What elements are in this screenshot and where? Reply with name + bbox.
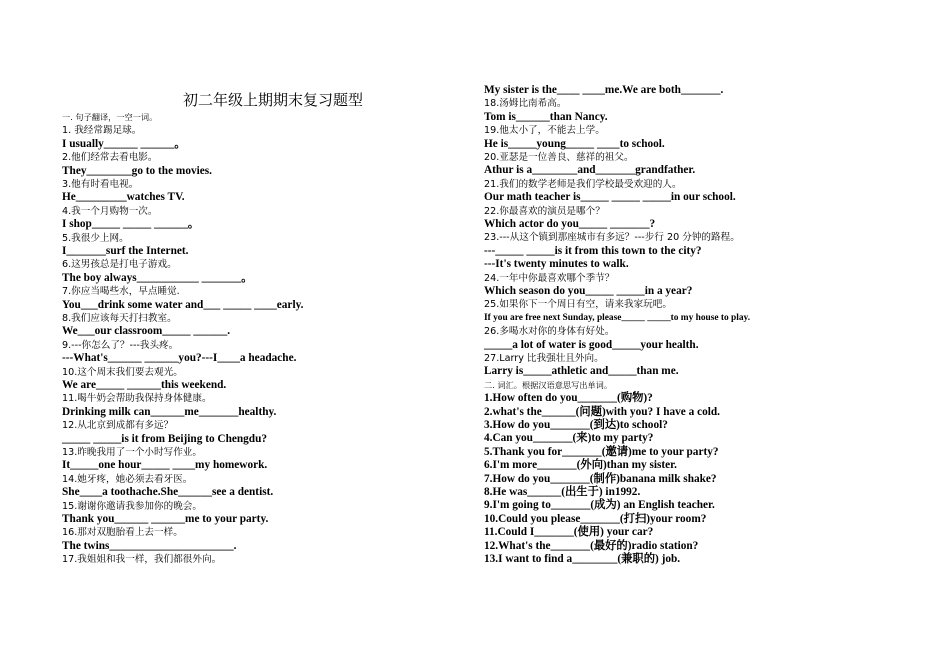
right-column-line: He is_____young_____ ____to school. bbox=[484, 137, 665, 150]
left-column-line: 12.从北京到成都有多远？ bbox=[62, 420, 174, 432]
right-column-line: 13.I want to find a________(兼职的) job. bbox=[484, 553, 681, 565]
left-column-line: 4.我一个月购物一次。 bbox=[62, 205, 158, 217]
right-column-line: Which actor do you_____ _______? bbox=[484, 218, 656, 230]
left-column-line: I_______surf the Internet. bbox=[62, 245, 189, 257]
right-column-line: 2.what's the______(问题)with you? I have a cold. bbox=[484, 405, 720, 418]
right-column-line: 19.他太小了，不能去上学。 bbox=[484, 125, 605, 137]
left-column-line: Thank you______ ______me to your party. bbox=[62, 513, 269, 525]
left-column-line: 10.这个周末我们要去观光。 bbox=[62, 366, 183, 378]
left-column-line: 9.---你怎么了？---我头疼。 bbox=[62, 339, 179, 351]
right-column-line: Tom is______than Nancy. bbox=[484, 110, 608, 123]
right-column-line: 4.Can you_______(来)to my party? bbox=[484, 432, 654, 445]
left-column-line: 14.她牙疼，她必须去看牙医。 bbox=[62, 473, 193, 485]
left-column-line: She____a toothache.She______see a dentist. bbox=[62, 486, 274, 499]
right-column-line: 3.How do you_______(到达)to school? bbox=[484, 419, 668, 431]
left-column-line: 11.喝牛奶会帮助我保持身体健康。 bbox=[62, 393, 212, 405]
right-column-line: 11.Could I_______(使用) your car? bbox=[484, 526, 654, 539]
right-column-line: 21.我们的数学老师是我们学校最受欢迎的人。 bbox=[484, 178, 682, 190]
right-column-line: ---It's twenty minutes to walk. bbox=[484, 258, 629, 271]
left-column-line: 17.我姐姐和我一样，我们都很外向。 bbox=[62, 554, 222, 566]
right-column-line: Which season do you_____ _____in a year? bbox=[484, 285, 693, 297]
left-column-line: 8.我们应该每天打扫教室。 bbox=[62, 313, 177, 324]
left-column-line: I usually______ ______。 bbox=[62, 137, 186, 150]
left-column-line: 7.你应当喝些水，早点睡觉. bbox=[62, 286, 180, 298]
right-column-line: Our math teacher is_____ _____ _____in our school. bbox=[484, 191, 736, 204]
right-column-line: 二. 词汇。根据汉语意思写出单词。 bbox=[484, 379, 613, 390]
right-column-line: If you are free next Sunday, please_____ _____to my house to play. bbox=[484, 312, 751, 323]
right-column-line: 23.---从这个镇到那座城市有多远？---步行 20 分钟的路程。 bbox=[484, 232, 740, 244]
right-column-line: 26.多喝水对你的身体有好处。 bbox=[484, 326, 615, 338]
right-column-line: Larry is_____athletic and_____than me. bbox=[484, 365, 679, 378]
left-column-line: 一. 句子翻译，一空一词。 bbox=[62, 112, 158, 122]
left-column-line: 2.他们经常去看电影。 bbox=[62, 152, 158, 164]
left-column-line: We___our classroom_____ ______. bbox=[62, 325, 231, 338]
left-column-line: You___drink some water and___ _____ ____early. bbox=[62, 298, 304, 311]
left-column-line: 16.那对双胞胎看上去一样。 bbox=[62, 527, 183, 539]
left-column-line: Drinking milk can______me_______healthy. bbox=[62, 405, 277, 418]
right-column-line: 27.Larry 比我强壮且外向。 bbox=[484, 353, 604, 364]
right-column-line: 12.What's the_______(最好的)radio station? bbox=[484, 539, 699, 552]
left-column-line: 6.这男孩总是打电子游戏。 bbox=[62, 259, 177, 271]
right-column-line: 7.How do you_______(制作)banana milk shake? bbox=[484, 472, 717, 485]
right-column-line: 8.He was______(出生于) in1992. bbox=[484, 486, 641, 498]
left-column-line: The twins______________________. bbox=[62, 539, 237, 552]
left-column-line: 3.他有时看电视。 bbox=[62, 179, 139, 190]
right-column-line: 9.I'm going to_______(成为) an English teacher. bbox=[484, 499, 715, 512]
right-column-line: 5.Thank you for_______(邀请)me to your party? bbox=[484, 445, 719, 458]
right-column-line: 20.亚瑟是一位善良、慈祥的祖父。 bbox=[484, 152, 634, 163]
right-column-line: 10.Could you please_______(打扫)your room? bbox=[484, 512, 707, 525]
right-column-line: 22.你最喜欢的演员是哪个？ bbox=[484, 205, 605, 217]
left-column-line: The boy always___________ _______。 bbox=[62, 271, 253, 284]
left-column-line: He_________watches TV. bbox=[62, 191, 185, 204]
left-column-line: 1. 我经常踢足球。 bbox=[62, 125, 142, 137]
left-column-line: _____ _____is it from Beijing to Chengdu? bbox=[62, 432, 268, 445]
right-column-line: _____a lot of water is good_____your health. bbox=[484, 338, 699, 351]
left-column-line: 5.我很少上网。 bbox=[62, 232, 129, 244]
page-title: 初二年级上期期末复习题型 bbox=[183, 91, 364, 109]
right-column-line: 24.一年中你最喜欢哪个季节？ bbox=[484, 272, 615, 284]
left-column-line: We are_____ ______this weekend. bbox=[62, 379, 227, 391]
left-column-line: ---What's______ ______you?---I____a headache. bbox=[62, 352, 297, 365]
right-column-line: 18.汤姆比南希高。 bbox=[484, 98, 567, 110]
left-column-line: They________go to the movies. bbox=[62, 164, 212, 177]
right-column-line: Athur is a________and_______grandfather. bbox=[484, 164, 696, 177]
right-column-line: 25.如果你下一个周日有空，请来我家玩吧。 bbox=[484, 299, 672, 311]
left-column-line: 13.昨晚我用了一个小时写作业。 bbox=[62, 447, 202, 458]
right-column-line: My sister is the____ ____me.We are both_______. bbox=[484, 84, 724, 96]
right-column-line: 6.I'm more_______(外向)than my sister. bbox=[484, 459, 677, 472]
right-column-line: ---_____ _____is it from this town to the city? bbox=[484, 244, 702, 257]
left-column-line: It_____one hour_____ ____my homework. bbox=[62, 459, 268, 472]
right-column-line: 1.How often do you_______(购物)? bbox=[484, 392, 653, 405]
left-column-line: 15.谢谢你邀请我参加你的晚会。 bbox=[62, 500, 202, 512]
left-column-line: I shop_____ _____ ______。 bbox=[62, 218, 200, 231]
